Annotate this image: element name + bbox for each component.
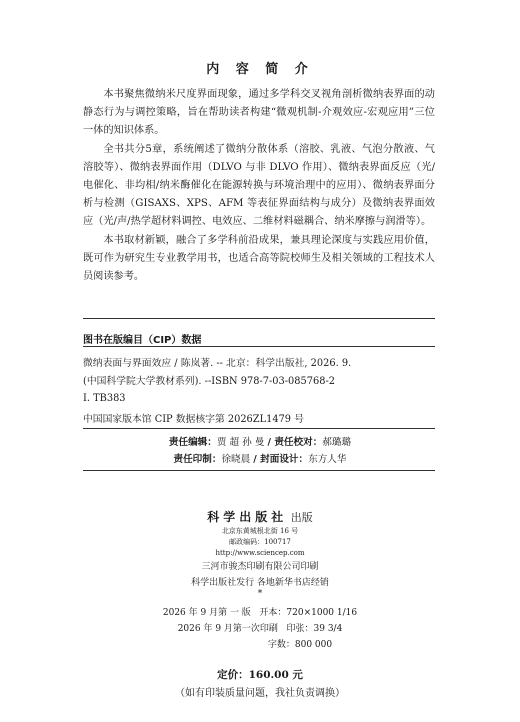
first-print: 2026 年 9 月第一次印刷 [177,624,278,634]
publisher-address: 北京东黄城根北街 16 号 [221,527,299,535]
cip-classification: Ⅰ. TB383 [83,393,126,404]
price: 定价：160.00 元 [217,669,303,681]
editor-label: 责任编辑： [168,437,217,448]
word-count: 字数：800 000 [267,640,333,650]
section-title: 内 容 简 介 [206,62,314,77]
cip-heading: 图书在版编目（CIP）数据 [83,335,202,346]
cip-number: 中国国家版本馆 CIP 数据核字第 2026ZL1479 号 [83,414,304,425]
printing-line [0,621,520,634]
cip-isbn-line: (中国科学院大学教材系列). --ISBN 978-7-03-085768-2 [83,376,335,387]
editor-names: 贾 超 孙 曼 [216,437,265,448]
design-name: 东方人华 [308,454,347,465]
intro-paragraph: 本书取材新颖，融合了多学科前沿成果，兼具理论深度与实践应用价值，既可作为研究生专业教学用书，也适合高等院校师生及相关领域的工程技术人员阅读参考。 [83,234,435,283]
design-label: / 封面设计： [253,454,309,465]
proof-name: 郝璐璐 [322,437,352,448]
print-name: 徐晓晨 [221,454,251,465]
word-count-line [40,637,520,650]
format: 开本：720×1000 1/16 [259,608,358,618]
divider [83,470,435,471]
credits-line-1 [0,434,520,448]
publisher-website: http://www.sciencep.com [215,549,305,557]
credits-line-2 [0,451,520,465]
printer-line: 三河市骏杰印刷有限公司印刷 [201,562,319,572]
proof-label: / 责任校对： [267,437,323,448]
divider [83,346,435,347]
divider [83,428,435,429]
print-label: 责任印制： [173,454,222,465]
quality-note: （如有印装质量问题，我社负责调换） [175,688,345,699]
publisher-name: 科学出版社 [207,510,288,524]
publisher-line [0,508,520,525]
intro-paragraph: 全书共分5章，系统阐述了微纳分散体系（溶胶、乳液、气泡分散液、气溶胶等）、微纳表界面作用（DLVO 与非 DLVO 作用）、微纳表界面反应（光/电催化、非均相/纳米酶催化在能源转换与环境治理中的应用）、微纳表界面分析与检测（GISAXS、XPS、AFM 等表征界面结构与成分）及微纳表界面效应（光/声/热学超材料调控、电效应、二维材料磁耦合、纳米摩擦与润滑等）。 [83,143,435,228]
first-edition: 2026 年 9 月第 一 版 [162,608,251,618]
separator-star: * [257,589,263,599]
distribution-line: 科学出版社发行 各地新华书店经销 [191,578,329,588]
divider [83,318,435,319]
edition-line [0,605,520,618]
publisher-postcode: 邮政编码：100717 [229,538,291,546]
intro-paragraph: 本书聚焦微纳米尺度界面现象，通过多学科交叉视角剖析微纳表界面的动静态行为与调控策略，旨在帮助读者构建“微观机制-介观效应-宏观应用”三位一体的知识体系。 [83,89,435,137]
intro-block [83,86,435,286]
sheets: 印张：39 3/4 [286,624,343,634]
publisher-suffix: 出版 [290,511,313,524]
cip-title-line: 微纳表面与界面效应 / 陈岚著. -- 北京：科学出版社, 2026. 9. [83,358,352,369]
